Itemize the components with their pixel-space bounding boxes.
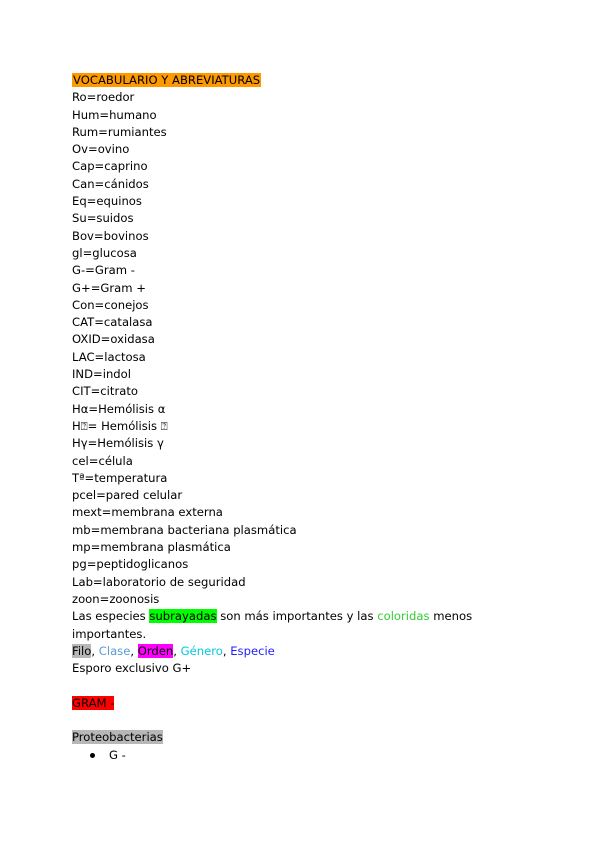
spacer	[72, 677, 532, 694]
note-text-2: son más importantes y las	[216, 609, 378, 624]
vocab-item: CIT=citrato	[72, 384, 138, 399]
vocab-item: Con=conejos	[72, 297, 149, 312]
legend-clase: Clase	[98, 643, 131, 658]
vocab-item: Ov=ovino	[72, 142, 130, 157]
vocab-item: pcel=pared celular	[72, 488, 183, 503]
bullet-dot-icon	[90, 753, 95, 758]
vocab-item: mp=membrana plasmática	[72, 540, 231, 555]
vocab-item: gl=glucosa	[72, 245, 137, 260]
note-subrayadas: subrayadas	[149, 609, 217, 624]
legend-especie: Especie	[230, 643, 275, 658]
gram-heading-row	[72, 695, 532, 712]
vocabulary-list	[72, 89, 532, 608]
vocab-item: H⍰= Hemólisis ⍰	[72, 418, 168, 433]
note-coloridas: coloridas	[377, 609, 430, 624]
list-item	[72, 747, 532, 764]
document-content	[72, 72, 532, 764]
vocab-item: cel=célula	[72, 453, 133, 468]
vocab-item: Tª=temperatura	[72, 470, 168, 485]
vocab-item: LAC=lactosa	[72, 349, 146, 364]
bullet-list	[72, 747, 532, 764]
vocab-item: Eq=equinos	[72, 194, 142, 209]
vocab-item: Rum=rumiantes	[72, 124, 167, 139]
esporo-note: Esporo exclusivo G+	[72, 661, 192, 676]
vocab-item: pg=peptidoglicanos	[72, 557, 189, 572]
vocab-item: G+=Gram +	[72, 280, 146, 295]
vocab-item: mb=membrana bacteriana plasmática	[72, 522, 297, 537]
vocab-item: Cap=caprino	[72, 159, 148, 174]
spacer	[72, 712, 532, 729]
list-item-text: G -	[109, 747, 126, 762]
vocab-item: G-=Gram -	[72, 263, 135, 278]
section-heading-row	[72, 72, 532, 89]
vocab-item: Hum=humano	[72, 107, 157, 122]
proteobacterias-heading: Proteobacterias	[72, 730, 163, 745]
vocab-item: Su=suidos	[72, 211, 134, 226]
legend-sep: ,	[173, 643, 181, 658]
vocab-item: OXID=oxidasa	[72, 332, 155, 347]
legend-sep: ,	[91, 643, 99, 658]
vocab-item: IND=indol	[72, 367, 131, 382]
vocabulary-heading: VOCABULARIO Y ABREVIATURAS	[73, 73, 261, 87]
note-text-1: Las especies	[72, 609, 150, 624]
note-text-3: menos importantes.	[72, 609, 473, 641]
legend-orden: Orden	[137, 643, 174, 658]
legend-genero: Género	[180, 643, 223, 658]
legend-sep: ,	[130, 643, 138, 658]
gram-negative-heading: GRAM -	[72, 695, 115, 710]
vocab-item: mext=membrana externa	[72, 505, 223, 520]
legend-filo: Filo	[72, 643, 92, 658]
vocab-item: Can=cánidos	[72, 176, 149, 191]
vocab-item: Lab=laboratorio de seguridad	[72, 574, 246, 589]
vocab-item: Hα=Hemólisis α	[72, 401, 166, 416]
vocab-item: Hγ=Hemólisis γ	[72, 436, 164, 451]
vocab-item: Ro=roedor	[72, 90, 135, 105]
vocab-item: zoon=zoonosis	[72, 591, 160, 606]
legend-sep: ,	[222, 643, 231, 658]
vocab-item: CAT=catalasa	[72, 315, 153, 330]
taxonomy-legend	[72, 643, 532, 660]
vocab-item: Bov=bovinos	[72, 228, 149, 243]
group-heading-row	[72, 729, 532, 746]
importance-note	[72, 608, 532, 643]
